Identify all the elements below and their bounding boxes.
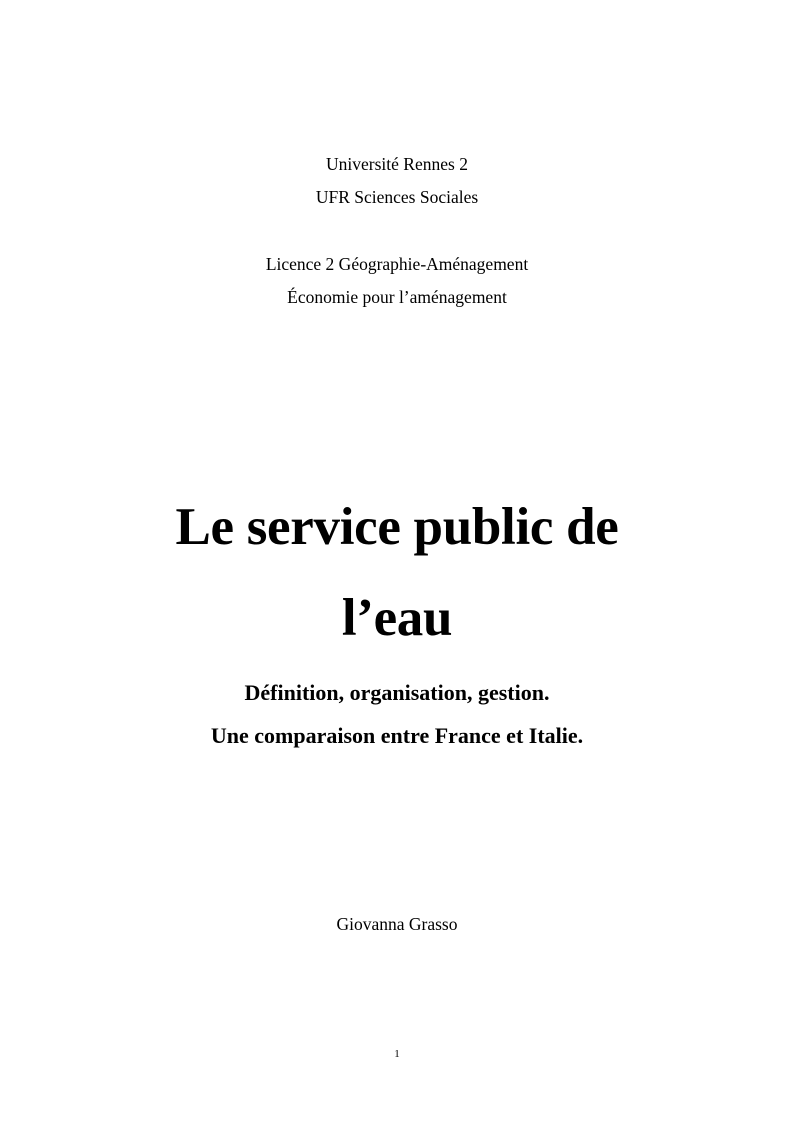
course-name: Économie pour l’aménagement <box>287 287 507 307</box>
document-title-line-1: Le service public de <box>175 498 619 556</box>
author-name: Giovanna Grasso <box>336 914 458 934</box>
page-number: 1 <box>394 1048 400 1060</box>
document-title-line-2: l’eau <box>341 589 453 647</box>
program-name: Licence 2 Géographie-Aménagement <box>265 254 529 274</box>
faculty-name: UFR Sciences Sociales <box>315 187 479 207</box>
university-name: Université Rennes 2 <box>326 154 468 174</box>
document-subtitle-line-2: Une comparaison entre France et Italie. <box>210 723 584 748</box>
document-subtitle-line-1: Définition, organisation, gestion. <box>244 680 550 705</box>
